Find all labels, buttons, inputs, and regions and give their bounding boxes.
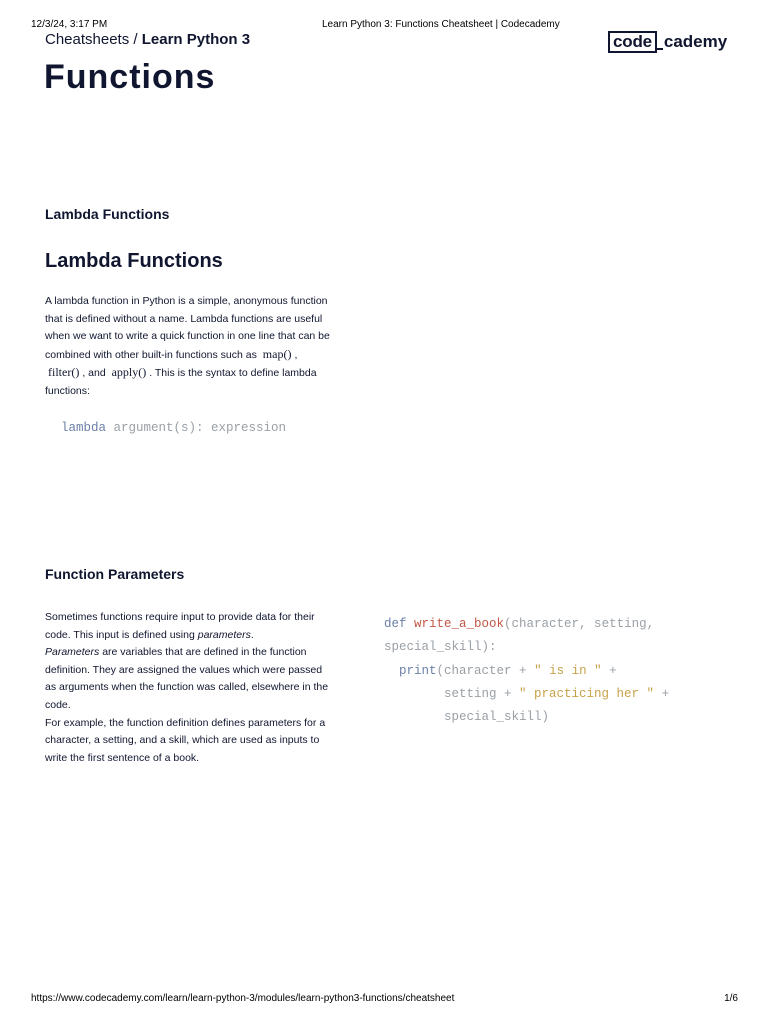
- footer-url: https://www.codecademy.com/learn/learn-python-3/modules/learn-python3-functions/cheatsheet: [31, 993, 455, 1004]
- lambda-description: [45, 293, 330, 401]
- lambda-text-before: A lambda function in Python is a simple, anonymous function that is defined without a name. Lambda functions are useful when we want to write a quick function in one line that can be combined with other built-in functions such as: [45, 295, 330, 361]
- print-datetime: 12/3/24, 3:17 PM: [31, 19, 108, 30]
- code-l2: special_skill):: [384, 640, 497, 655]
- codecademy-logo[interactable]: [608, 31, 727, 53]
- code-keyword-def: def: [384, 617, 407, 631]
- code-l4-str: " practicing her ": [519, 686, 655, 701]
- code-l5: special_skill): [444, 710, 550, 725]
- logo-rest-text: cademy: [663, 32, 728, 51]
- section-heading-params: Function Parameters: [45, 566, 185, 582]
- code-l3-a: (character +: [436, 663, 535, 678]
- breadcrumb: [45, 31, 250, 48]
- code-l3-b: +: [601, 663, 617, 678]
- code-l4-a: setting +: [444, 686, 520, 701]
- params-p1-b: .: [250, 628, 254, 641]
- lambda-text-after: . This is the syntax to define lambda functions:: [45, 367, 317, 397]
- breadcrumb-current[interactable]: Learn Python 3: [141, 31, 251, 48]
- breadcrumb-cheatsheets-link[interactable]: Cheatsheets: [45, 31, 130, 48]
- params-description: [45, 609, 330, 767]
- code-l1-rest: (character, setting,: [504, 617, 655, 631]
- code-l4-b: +: [654, 686, 670, 701]
- code-fn-print: print: [399, 663, 437, 678]
- params-p3: For example, the function definition defines parameters for a character, a setting, and a skill, which are used as inputs to write the first sentence of a book.: [45, 716, 326, 764]
- logo-boxed-text: code: [608, 31, 657, 53]
- code-l3-str: " is in ": [534, 663, 602, 678]
- print-doc-title: Learn Python 3: Functions Cheatsheet | Codecademy: [322, 19, 560, 30]
- lambda-and-text: , and: [82, 367, 106, 380]
- code-fn-name: write_a_book: [414, 617, 505, 631]
- code-keyword-lambda: lambda: [61, 421, 107, 435]
- params-p2-em: Parameters: [45, 646, 100, 659]
- params-p1-em: parameters: [197, 628, 251, 641]
- inline-code-filter: filter(): [48, 365, 80, 380]
- page-title: Functions: [44, 58, 216, 96]
- inline-code-map: map(): [262, 346, 292, 361]
- params-code-block: [384, 613, 669, 729]
- footer-page-number: 1/6: [724, 993, 738, 1004]
- code-lambda-rest: argument(s): expression: [106, 421, 287, 435]
- params-p1-a: Sometimes functions require input to provide data for their code. This input is defined using: [45, 611, 315, 641]
- section-heading-lambda: Lambda Functions: [45, 206, 170, 222]
- breadcrumb-separator: /: [133, 31, 138, 48]
- lambda-code-block: [61, 421, 286, 435]
- card-title-lambda: Lambda Functions: [45, 250, 223, 272]
- inline-code-apply: apply(): [111, 365, 147, 380]
- lambda-comma: ,: [294, 348, 298, 361]
- params-p2-rest: are variables that are defined in the function definition. They are assigned the values which were passed as arguments when the function was called, elsewhere in the code.: [45, 646, 329, 711]
- logo-cursor-icon: [656, 34, 663, 50]
